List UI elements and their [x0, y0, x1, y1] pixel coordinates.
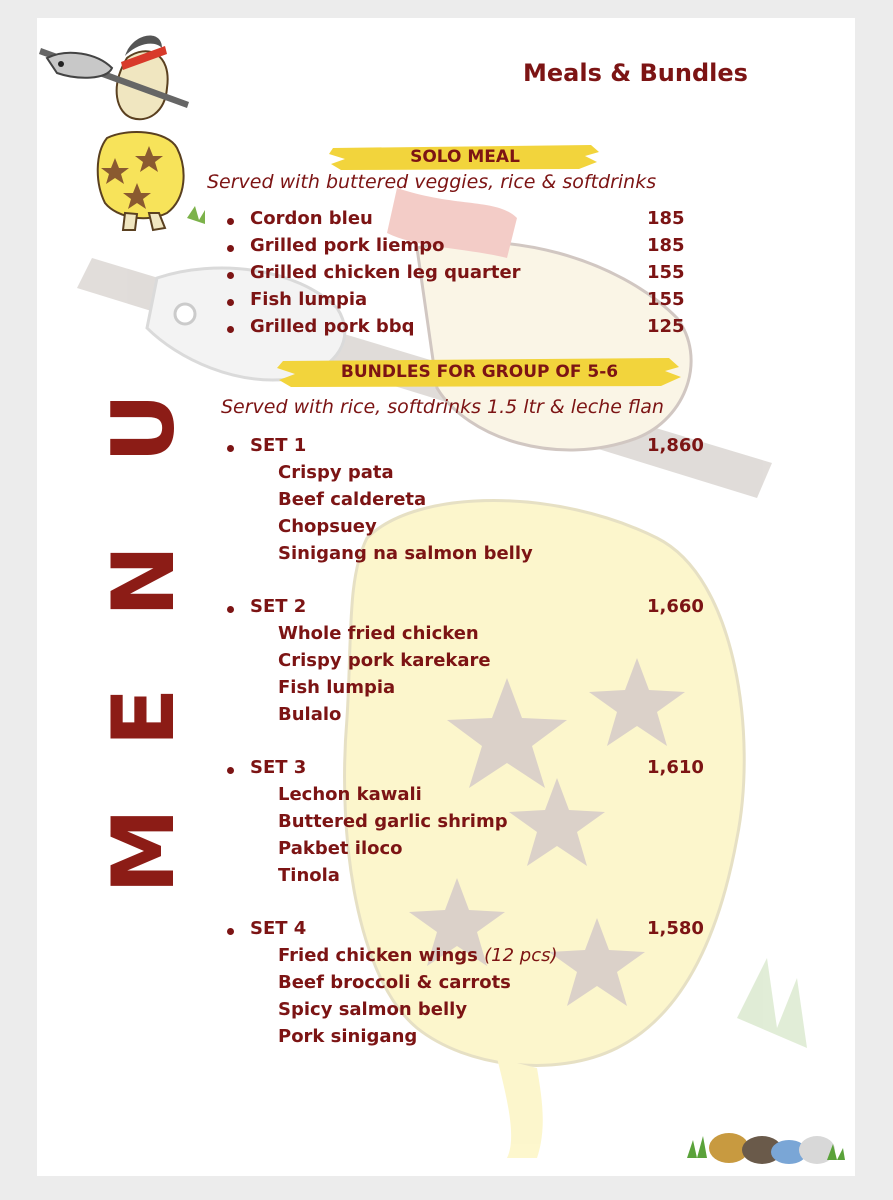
dish-item: Fish lumpia	[278, 677, 396, 698]
dish-item: Sinigang na salmon belly	[278, 543, 533, 564]
side-title-letter-u: U	[94, 393, 194, 463]
set-name: SET 4	[250, 918, 307, 939]
set-row	[227, 596, 707, 623]
dish-item: Pork sinigang	[278, 1026, 418, 1047]
set-price: 1,660	[647, 596, 704, 617]
bundles-title: BUNDLES FOR GROUP OF 5-6	[340, 362, 619, 382]
bullet-icon	[227, 245, 234, 252]
item-name: Grilled chicken leg quarter	[250, 262, 521, 283]
pebbles-icon	[677, 1118, 847, 1168]
bullet-icon	[227, 928, 234, 935]
dish-item: Crispy pork karekare	[278, 650, 491, 671]
set-price: 1,860	[647, 435, 704, 456]
set-row	[227, 435, 707, 462]
item-price: 155	[647, 289, 685, 310]
set-name: SET 3	[250, 757, 307, 778]
bundles-subtitle: Served with rice, softdrinks 1.5 ltr & leche flan	[221, 396, 664, 418]
dish-name: Fried chicken wings	[278, 945, 478, 966]
set-row	[227, 757, 707, 784]
dish-item: Chopsuey	[278, 516, 377, 537]
dish-item: Spicy salmon belly	[278, 999, 468, 1020]
bundles-banner	[277, 355, 682, 389]
item-price: 185	[647, 235, 685, 256]
dish-item: Crispy pata	[278, 462, 394, 483]
side-title-letter-e: E	[94, 687, 194, 747]
dish-item: Beef broccoli & carrots	[278, 972, 511, 993]
list-item	[227, 235, 707, 262]
dish-item: Pakbet iloco	[278, 838, 403, 859]
menu-page	[37, 18, 855, 1176]
set-name: SET 1	[250, 435, 307, 456]
solo-meal-banner	[329, 142, 601, 172]
dish-item: Bulalo	[278, 704, 342, 725]
list-item	[227, 208, 707, 235]
item-price: 155	[647, 262, 685, 283]
dish-item: Whole fried chicken	[278, 623, 479, 644]
set-name: SET 2	[250, 596, 307, 617]
solo-meal-title: SOLO MEAL	[410, 147, 520, 167]
bullet-icon	[227, 606, 234, 613]
side-title-letter-m: M	[94, 808, 194, 894]
item-name: Grilled pork liempo	[250, 235, 445, 256]
dish-item: Lechon kawali	[278, 784, 422, 805]
set-price: 1,580	[647, 918, 704, 939]
list-item	[227, 289, 707, 316]
item-name: Fish lumpia	[250, 289, 368, 310]
dish-item: Beef caldereta	[278, 489, 427, 510]
bullet-icon	[227, 326, 234, 333]
item-name: Cordon bleu	[250, 208, 373, 229]
item-price: 125	[647, 316, 685, 337]
solo-meal-subtitle: Served with buttered veggies, rice & softdrinks	[207, 171, 657, 193]
list-item	[227, 262, 707, 289]
bullet-icon	[227, 299, 234, 306]
side-title-letter-n: N	[94, 545, 194, 617]
bullet-icon	[227, 218, 234, 225]
dish-note: (12 pcs)	[484, 945, 558, 966]
page-title: Meals & Bundles	[523, 59, 748, 87]
bullet-icon	[227, 767, 234, 774]
set-row	[227, 918, 707, 945]
dish-item: Tinola	[278, 865, 340, 886]
list-item	[227, 316, 707, 343]
dish-item: Buttered garlic shrimp	[278, 811, 508, 832]
dish-item	[278, 945, 558, 972]
item-name: Grilled pork bbq	[250, 316, 415, 337]
bullet-icon	[227, 445, 234, 452]
set-price: 1,610	[647, 757, 704, 778]
item-price: 185	[647, 208, 685, 229]
caveman-mascot-icon	[37, 18, 207, 238]
bullet-icon	[227, 272, 234, 279]
